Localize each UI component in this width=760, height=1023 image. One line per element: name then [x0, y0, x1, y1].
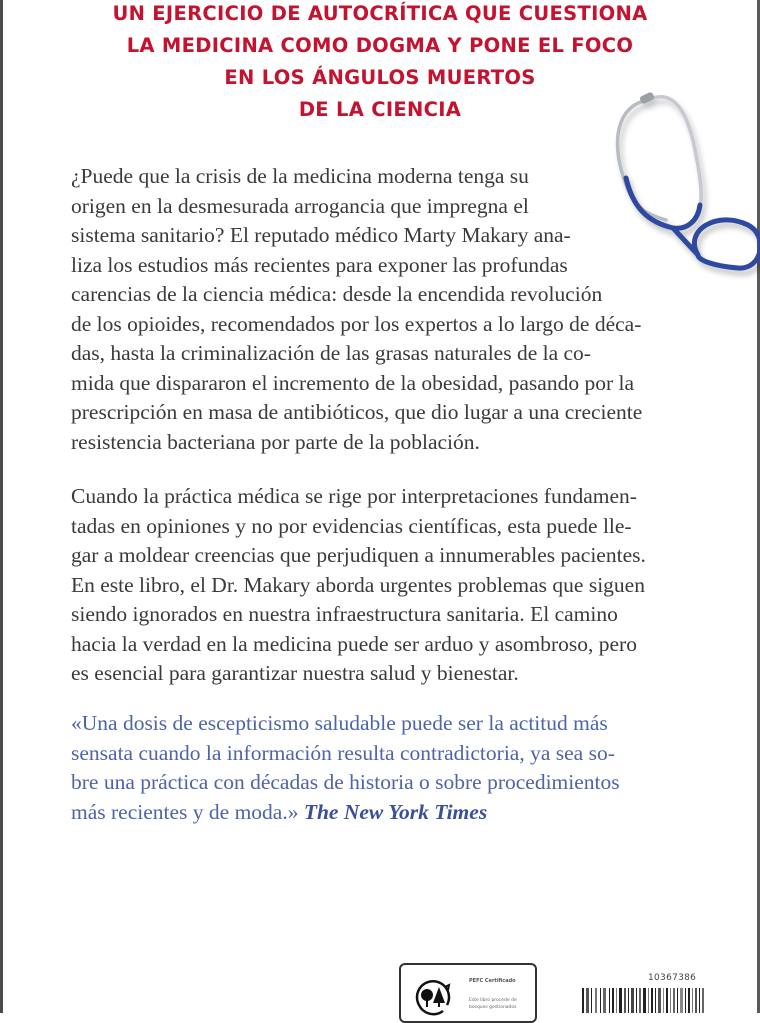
page-border-left: [0, 0, 3, 1013]
barcode-icon: [582, 988, 704, 1013]
text-line: tadas en opiniones y no por evidencias científicas, esta puede lle-: [71, 513, 632, 538]
text-line: gar a moldear creencias que perjudiquen a innumerables pacientes.: [71, 543, 646, 567]
quote-line: «Una dosis de escepticismo saludable puede ser la actitud más: [71, 711, 608, 735]
text-line: Cuando la práctica médica se rige por interpretaciones fundamen-: [71, 484, 637, 508]
text-line: carencias de la ciencia médica: desde la encendida revolución: [71, 282, 603, 306]
text-line: resistencia bacteriana por parte de la población.: [71, 429, 480, 454]
pefc-certification-badge: [399, 963, 537, 1023]
text-line: siendo ignorados en nuestra infraestructura sanitaria. El camino: [71, 602, 618, 626]
text-line: es esencial para garantizar nuestra salud y bienestar.: [71, 661, 519, 685]
text-line: ¿Puede que la crisis de la medicina moderna tenga su: [71, 164, 529, 188]
quote-line-text: más recientes y de moda.»: [71, 799, 299, 824]
quote-line: [71, 798, 696, 828]
text-line: En este libro, el Dr. Makary aborda urgentes problemas que siguen: [71, 572, 645, 597]
headline-line: UN EJERCICIO DE AUTOCRÍTICA QUE CUESTIONA: [112, 2, 648, 25]
text-line: sistema sanitario? El reputado médico Marty Makary ana-: [71, 223, 571, 247]
headline-line: LA MEDICINA COMO DOGMA Y PONE EL FOCO: [126, 34, 634, 57]
pefc-title: PEFC Certificado: [469, 978, 516, 984]
description-paragraph-2: [71, 482, 696, 689]
text-line: mida que dispararon el incremento de la obesidad, pasando por la: [71, 370, 634, 395]
quote-source: The New York Times: [303, 799, 488, 824]
headline-line: DE LA CIENCIA: [298, 98, 462, 121]
text-line: prescripción en masa de antibióticos, que dio lugar a una creciente: [71, 400, 643, 424]
press-quote: [71, 709, 696, 827]
text-line: origen en la desmesurada arrogancia que impregna el: [71, 193, 529, 218]
quote-line: bre una práctica con décadas de historia o sobre procedimientos: [71, 770, 620, 794]
quote-line: sensata cuando la información resulta contradictoria, ya sea so-: [71, 740, 615, 765]
text-line: de los opioides, recomendados por los expertos a lo largo de déca-: [71, 311, 642, 336]
text-line: hacia la verdad en la medicina puede ser arduo y asombroso, pero: [71, 631, 637, 656]
headline-line: EN LOS ÁNGULOS MUERTOS: [224, 66, 536, 89]
text-line: liza los estudios más recientes para exponer las profundas: [71, 252, 568, 277]
pefc-subtitle: Este libro procede de bosques gestionados: [469, 998, 517, 1010]
pefc-trees-icon: [413, 977, 453, 1017]
text-line: das, hasta la criminalización de las grasas naturales de la co-: [71, 341, 591, 365]
description-paragraph-1: [71, 162, 696, 457]
barcode-number: 10367386: [648, 973, 697, 983]
